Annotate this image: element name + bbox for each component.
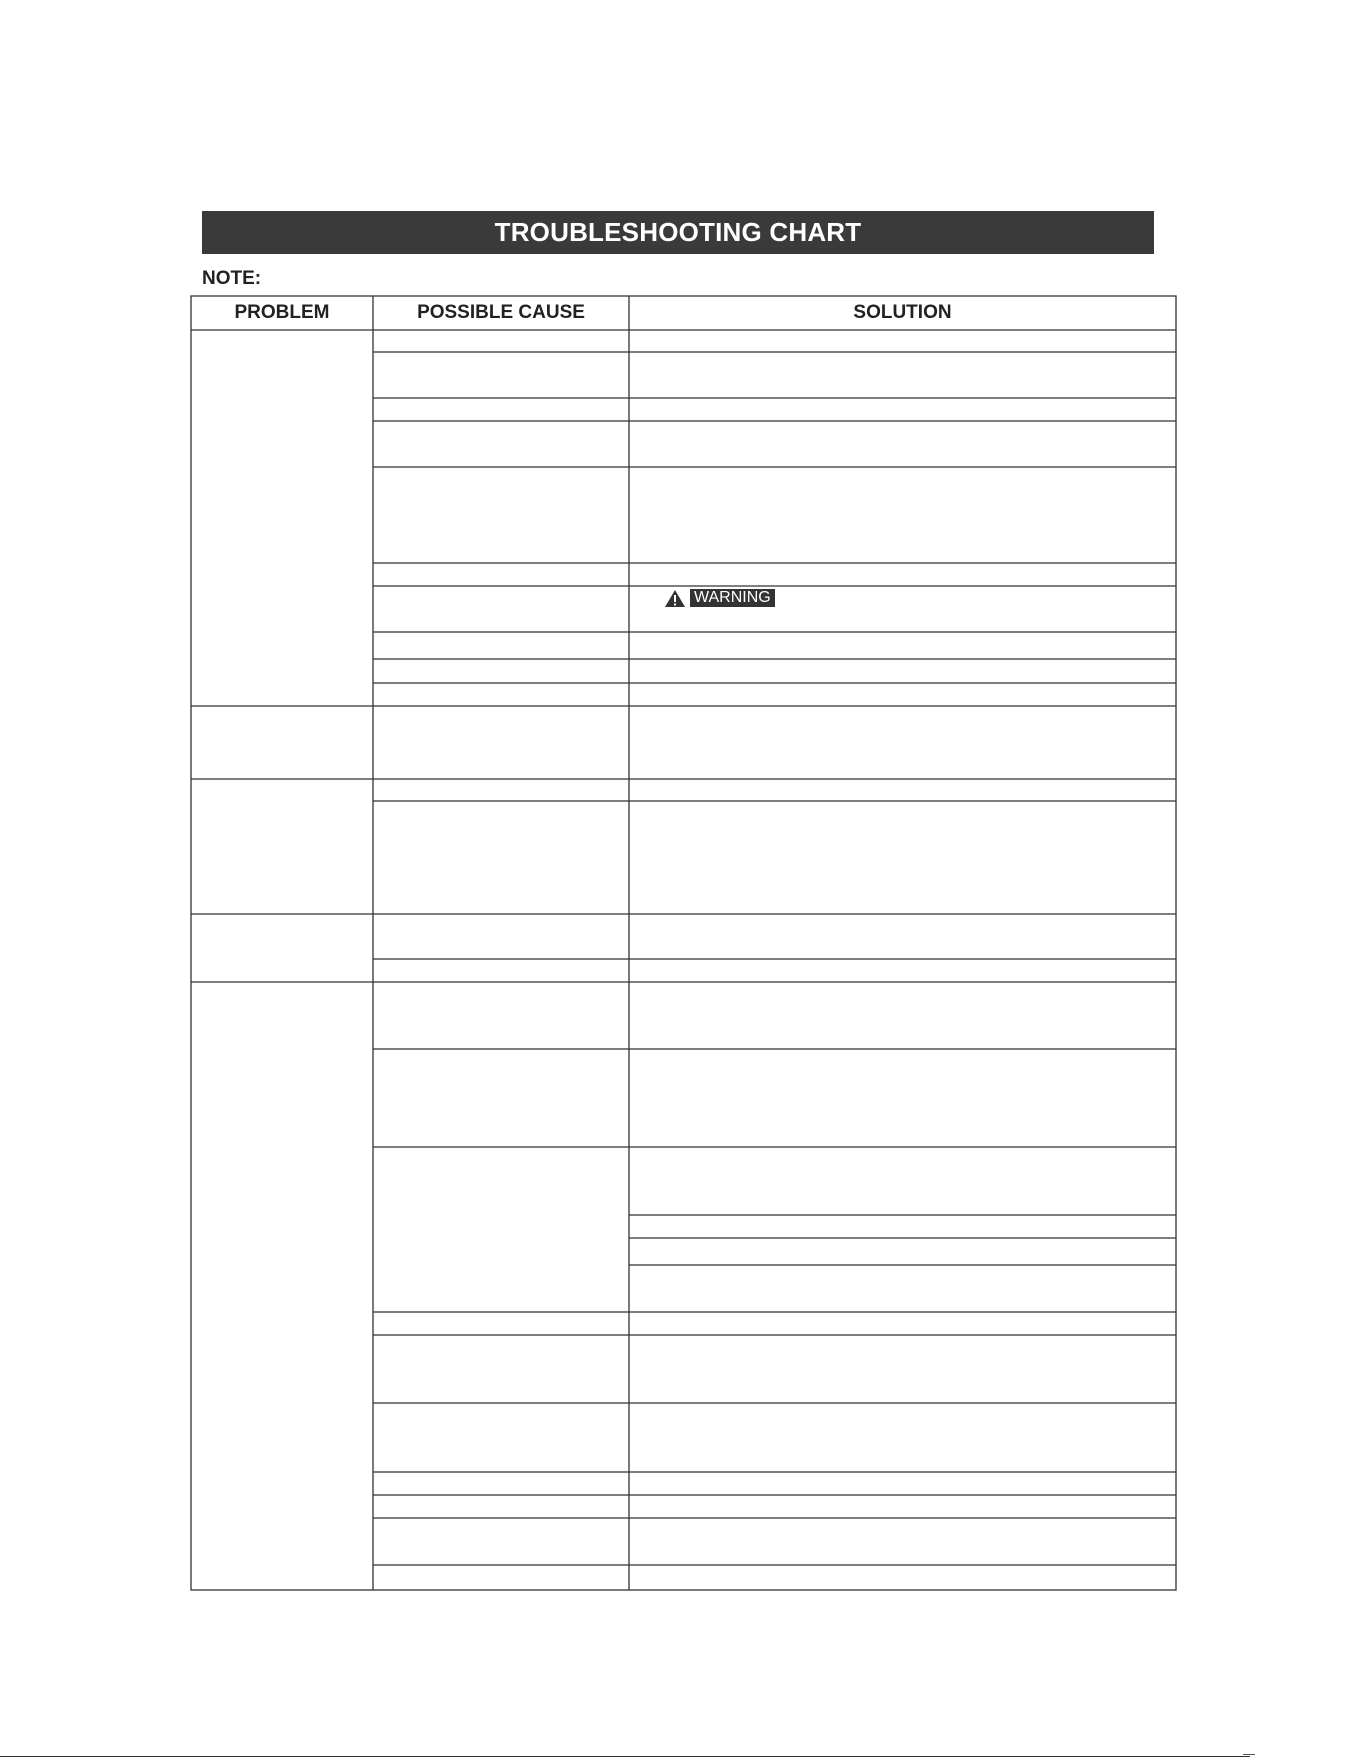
warning-badge xyxy=(664,588,775,608)
chart-title: TROUBLESHOOTING CHART xyxy=(494,217,862,247)
warning-triangle-icon xyxy=(664,589,686,608)
page-bottom-tick xyxy=(1243,1754,1255,1755)
page-bottom-rule xyxy=(0,1756,1250,1757)
header-problem: PROBLEM xyxy=(234,302,330,323)
header-solution: SOLUTION xyxy=(853,302,952,323)
header-possible-cause: POSSIBLE CAUSE xyxy=(417,302,585,323)
warning-label: WARNING xyxy=(690,589,775,607)
note-label: NOTE: xyxy=(202,268,262,289)
